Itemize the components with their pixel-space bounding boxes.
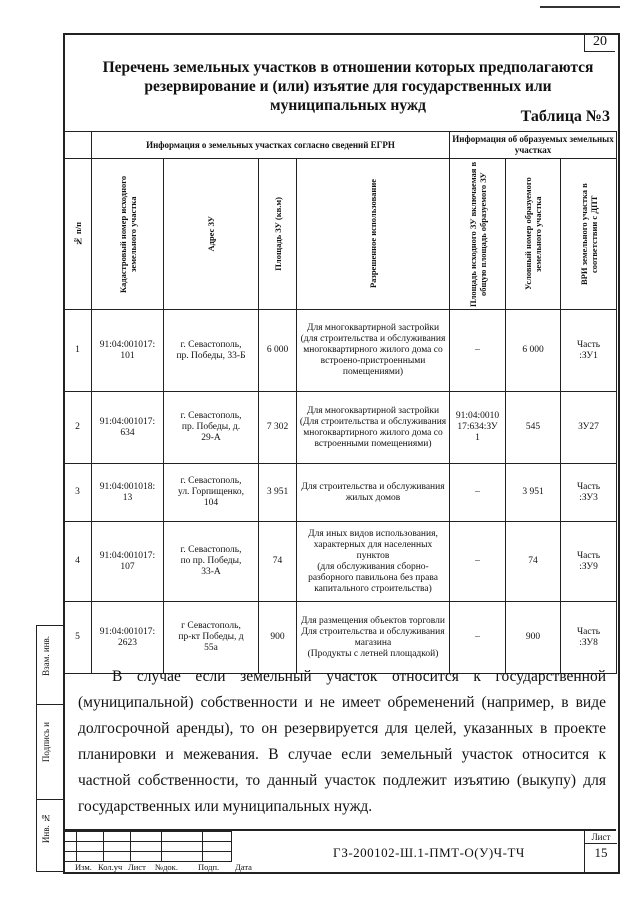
cell-use: Для строительства и обслуживания жилых домов	[297, 464, 450, 522]
cell-cond-number: 6 000	[506, 310, 561, 392]
cell-source-area: –	[450, 602, 506, 674]
col-header-use: Разрешенное использование	[297, 159, 450, 310]
cell-cadastral: 91:04:001017: 107	[92, 522, 164, 602]
col-header-vri: ВРИ земельного участка в соответствии с ДПТ	[561, 159, 617, 310]
table-row	[64, 602, 617, 674]
cell-num: 4	[64, 522, 92, 602]
stamp-label-kol: Кол.уч	[98, 862, 123, 872]
cell-address: г. Севастополь, пр. Победы, д. 29-А	[164, 392, 259, 464]
cell-num: 3	[64, 464, 92, 522]
cell-area: 900	[259, 602, 297, 674]
cell-source-area: –	[450, 522, 506, 602]
side-label-replace: Взам. инв.	[41, 636, 51, 676]
cell-cadastral: 91:04:001017: 101	[92, 310, 164, 392]
body-paragraph: В случае если земельный участок относится к государственной (муниципальной) собственности и не имеет обременений (например, в виде долгосрочной аренды), то он резервируется для целей, указанных в проекте планировки и межевания. В случае если земельный участок относится к частной собственности, то данный участок подлежит изъятию (выкупу) для государственных или муниципальных нужд.	[78, 668, 606, 815]
cell-vri: Часть :ЗУ3	[561, 464, 617, 522]
cell-cadastral: 91:04:001017: 634	[92, 392, 164, 464]
title-block-grid	[63, 831, 232, 862]
cell-use: Для размещения объектов торговли Для строительства и обслуживания магазина (Продукты с летней площадкой)	[297, 602, 450, 674]
stamp-label-doc: №док.	[155, 862, 178, 872]
table-row	[64, 522, 617, 602]
col-header-area: Площадь ЗУ (кв.м)	[259, 159, 297, 310]
cell-vri: Часть :ЗУ8	[561, 602, 617, 674]
side-stamp	[36, 625, 64, 872]
cell-address: г. Севастополь, пр. Победы, 33-Б	[164, 310, 259, 392]
stamp-label-izm: Изм.	[75, 862, 92, 872]
cell-num: 1	[64, 310, 92, 392]
col-header-source-area: Площадь исходного ЗУ включаемая в общую площадь образуемого ЗУ	[450, 159, 506, 310]
table-row	[64, 392, 617, 464]
header-empty	[64, 132, 92, 159]
cell-cadastral: 91:04:001018: 13	[92, 464, 164, 522]
cell-source-area: –	[450, 310, 506, 392]
cell-cond-number: 3 951	[506, 464, 561, 522]
cell-source-area: 91:04:0010 17:634:ЗУ 1	[450, 392, 506, 464]
stamp-label-date: Дата	[235, 862, 252, 872]
page-number: 20	[584, 33, 615, 52]
cell-use: Для многоквартирной застройки (для строительства и обслуживания многоквартирного жилого дома со встроено-пристроенными помещениями)	[297, 310, 450, 392]
cell-area: 74	[259, 522, 297, 602]
cell-area: 3 951	[259, 464, 297, 522]
cell-address: г Севастополь, пр-кт Победы, д 55а	[164, 602, 259, 674]
cell-cond-number: 74	[506, 522, 561, 602]
title-block	[63, 829, 616, 872]
cell-address: г. Севастополь, ул. Горпищенко, 104	[164, 464, 259, 522]
cell-num: 5	[64, 602, 92, 674]
cell-vri: Часть :ЗУ9	[561, 522, 617, 602]
document-code: ГЗ-200102-Ш.1-ПМТ-О(У)Ч-ТЧ	[333, 845, 525, 860]
cell-source-area: –	[450, 464, 506, 522]
cell-use: Для многоквартирной застройки (Для строительства и обслуживания многоквартирного жилого дома со встроенными помещениями)	[297, 392, 450, 464]
land-plots-table	[63, 131, 617, 674]
col-header-address: Адрес ЗУ	[164, 159, 259, 310]
sheet-number: 15	[594, 845, 608, 860]
col-header-cadastral: Кадастровый номер исходного земельного участка	[92, 159, 164, 310]
stamp-label-sign: Подп.	[198, 862, 220, 872]
cell-num: 2	[64, 392, 92, 464]
stamp-label-list: Лист	[128, 862, 146, 872]
group-header-new: Информация об образуемых земельных участках	[450, 132, 617, 159]
cell-vri: ЗУ27	[561, 392, 617, 464]
sheet-label: Лист	[585, 831, 617, 844]
table-row	[64, 464, 617, 522]
cell-cadastral: 91:04:001017: 2623	[92, 602, 164, 674]
document-title: Перечень земельных участков в отношении которых предполагаются резервирование и (или) изъятие для государственных или муниципальных нужд	[102, 59, 594, 114]
cell-vri: Часть :ЗУ1	[561, 310, 617, 392]
cell-cond-number: 545	[506, 392, 561, 464]
group-header-egrn: Информация о земельных участках согласно сведений ЕГРН	[92, 132, 450, 159]
side-label-signature: Подпись и	[41, 722, 51, 763]
top-edge-line	[540, 6, 620, 8]
side-label-inventory: Инв. №	[41, 813, 51, 844]
table-row	[64, 310, 617, 392]
col-header-num: № п/п	[64, 159, 92, 310]
cell-area: 7 302	[259, 392, 297, 464]
cell-area: 6 000	[259, 310, 297, 392]
col-header-cond-number: Условный номер образуемого земельного участка	[506, 159, 561, 310]
sheet-box	[584, 831, 617, 872]
cell-use: Для иных видов использования, характерных для населенных пунктов (для обслуживания сборно-разборного павильона без права капитального строительства)	[297, 522, 450, 602]
cell-cond-number: 900	[506, 602, 561, 674]
cell-address: г. Севастополь, по пр. Победы, 33-А	[164, 522, 259, 602]
table-label: Таблица №3	[520, 108, 610, 125]
